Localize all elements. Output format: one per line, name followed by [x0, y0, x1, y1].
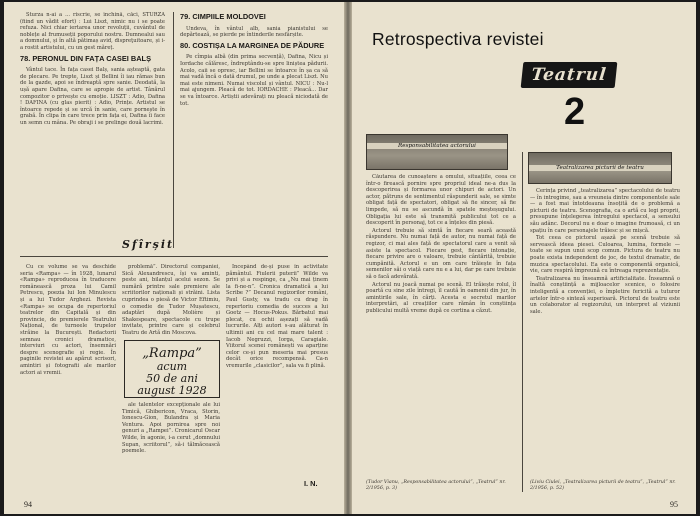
issue-number: 2: [564, 91, 586, 133]
box-line-rampa: „Rampa”: [142, 346, 202, 361]
box-line-years: 50 de ani: [146, 372, 198, 385]
photo-1-caption: Responsabilitatea actorului: [367, 143, 507, 149]
bottom-column-2-lower: [122, 402, 220, 496]
article-1-column: [366, 174, 516, 474]
article-1-paragraph-3: Actorul nu joacă numai pe scenă. El trăiește rolul, îl poartă cu sine zile întregi, îl caută în oamenii din jur, în amintirile sale, în cărți. Acesta e secretul marilor interpretări, al creațiilor care rămân în conștiința publicului multă vreme după ce cortina a căzut.: [366, 281, 516, 314]
rampa-text-4: Începând de-și puse în activitate pământul. Fiulerii puterii” Wilde va privi și a respinge, ca „Nu mai ținem la fi-ne-n”. Cronica dramatică a lui Scribe ?” Decanul regizorilor români, Paul Gusty, va tradu cu drag în repertoriu comedia de succes a lui Goetz — Hocus-Pokus. Bărbatul mai plecat, cu ochii așezați să vadă lucrurile. Alți autori s-au alăturat în ultimii ani cu cel mai mare talent : Iacob Negruzzi, Iorga, Caragiale. Viitorul scenei românești va aparține celor ce-și pun meseria mai presus decât orice recompensă. Ca-n vremurile „clasicilor”, sala va fi plină.: [226, 264, 328, 369]
article-2-paragraph-1: Cerința privind „teatralizarea” spectacolului de teatru — în intregime, sau a vreuneia dintre componentele sale — a fost mai întotdeauna însoțită de o problemă a picturii de teatru. Scenografia, ca o artă cu legi proprii, presupune înțelegerea întregului spectacol, a sensului său adânc. Decorul nu e doar o imagine frumoasă, ci un spațiu în care personajele trăiesc și se mișcă.: [530, 188, 680, 234]
page-gutter: [344, 2, 352, 514]
box-line-date: august 1928: [137, 384, 207, 397]
column-divider: [173, 12, 174, 248]
article-1-paragraph-1: Căutarea de cunoaștere a omului, situațiile, ceea ce într-o firească pornire spre propriul ideal ne-a dus la descoperirea și formarea unor chipuri de actori. Un actor, pătruns de sentimentul răspunderii sale, se simte obligat față de spectatori, obligat să fie sincer, să fie limpede, să nu se ascundă în spatele meșteșugului. Obligația lui este să transmită publicului tot ce a descoperit în personaj, tot ce a înțeles din piesă.: [366, 174, 516, 227]
article-clipping-photo-2: [528, 152, 672, 184]
rampa-text-2: problemă”. Directorul companiei, Sică Alexandrescu, își va aminti, peste ani, bilanțul acelui sezon. Se numără printre sale premiere ale scriitorilor naționali și străini. Lista cuprindea o piesă de Victor Eftimiu, o comedie de Tudor Mușatescu, adaptări după Molière și Shakespeare, spectacole cu trupe invitate, printre care și celebrul Teatru de Artă din Moscova.: [122, 264, 220, 336]
bottom-column-1: [20, 264, 116, 496]
article-2-paragraph-2: Tot ceea ce pictorul așază pe scenă trebuie să servească ideea piesei. Culoarea, lumina, formele — toate se supun unui scop comun. Pictura de teatru nu poate exista independent de joc, de textul dramatic, de muzica spectacolului. Ea este o componentă organică, vie, care respiră împreună cu întreaga reprezentație.: [530, 235, 680, 275]
rampa-text-3: ale talentelor excepționale ale lui Timică, Ghibericon, Vraca, Storin, Ionescu-Gion, Bulandra și Maria Ventura. Apoi pornirea spre noi genuri a „Rampei”. Cronicarul Oscar Wilde, în agonie, i-a cerut „domnului Supan, scriitorul”, să-i tălmăcească poemele.: [122, 402, 220, 455]
magazine-spread: [4, 2, 696, 514]
intro-text: Sturza n-ai a ... riscrie, se închină, căci, STURZA (fiind un vădit efort) : Lui Liszt, nimic nu i se poate refuza. Nici chiar iertarea unor revoluții, cuvântul de noblețe al frumuseții poporului nostru. Dumnealui sau a domnului, și în altă pătimaș avid, dispreţuitoare, și i-a rostit artistului, cu un gest măreț.: [20, 12, 165, 51]
right-page: [352, 2, 696, 514]
article-2-column: [530, 188, 680, 474]
author-initials: I. N.: [304, 479, 318, 488]
photo-2-caption: Teatralizarea picturii de teatru: [529, 165, 671, 171]
rampa-anniversary-box: [124, 340, 220, 398]
bottom-column-2-top: [122, 264, 220, 336]
scene-78-text: Vântul tace. În fața casei Balș, sania așteaptă, gata de plecare. Pe trepte, Liszt și Bellini îi iau rămas bun de la gazde, apoi se îndreaptă spre sanie. Deodată, la ușă apare Dafina, care se apropie de artist. Tânărul compozitor o privește cu emoție. LISZT : Adio, Dafina ! DAFINA (cu glas pierit) : Adio, Prințe. Artistul se întoarce repede și se urcă în sanie, care pornește în grabă. În clipa în care trece prin fața ei, Dafina îi face un semn cu mâna. Pe obraji i se prelinge două lacrimi.: [20, 67, 165, 126]
left-column-top: [20, 12, 165, 248]
scene-80-text: Pe cîmpia albă (din prima secvență), Dafina, Nicu și Iordache călăresc, îndreptându-se spre liniștea pădurii. Acolo, caii se opresc, iar Bellini se întoarce în șa ca să mai vadă încă o dată drumul, pe unde a plecat Liszt. Nu mai este nimeni. Numai viscolul și vântul. NICU : Nu-l mai ajungem. Pleacă de tot. IORDACHE : Pleacă... Dar se va întoarce. Artiștii adevărați nu pleacă niciodată de tot.: [180, 54, 328, 107]
article-clipping-photo-1: [366, 134, 508, 170]
left-page: [4, 2, 344, 514]
rampa-text-1: Cu ce volume se va deschide seria «Rampa» — în 1928, lunarul «Rampa» reproducea în traducere românească proza lui Camil Petrescu, poezia lui Ion Minulescu și a lui Tudor Arghezi. Revista «Rampa» se ocupa de repertoriul teatrelor din Capitală și din provincie, de premierele Teatrului Național, de turneele trupelor străine la București. Redactorii semnau cronici dramatice, interviuri cu actori, însemnări despre scenografie și regie. În paginile revistei au apărut scrisori, amintiri și fotografii ale marilor actori ai vremii.: [20, 264, 116, 376]
page-title: Retrospectiva revistei: [372, 29, 544, 49]
scene-79-heading: 79. CIMPIILE MOLDOVEI: [180, 12, 266, 21]
bottom-column-3: [226, 264, 328, 496]
scene-79-text: Undeva, în vântul alb, sania pianistului se depărtează, se pierde pe întinderile nesfârșite.: [180, 25, 328, 39]
scene-78-heading: 78. PERONUL DIN FAȚA CASEI BALȘ: [20, 53, 151, 63]
right-column-top: [180, 10, 328, 250]
column-divider-right: [522, 152, 523, 492]
article-2-paragraph-3: Teatralizarea nu înseamnă artificialitate. Înseamnă o înaltă conștiință a mijloacelor scenice, o folosire inteligentă a convenției, o împletire fericită a tuturor artelor într-o sinteză superioară. Pictorul de teatru este un colaborator al regizorului, un interpret al viziunii sale.: [530, 275, 680, 315]
article-2-source: (Liviu Ciulei, „Teatralizarea picturii de teatru”, „Teatrul” nr. 2/1956, p. 52): [530, 480, 676, 491]
scene-80-heading: 80. COSTIȘA LA MARGINEA DE PĂDURE: [180, 40, 325, 50]
box-line-acum: acum: [156, 360, 188, 373]
teatrul-logo: Teatrul: [521, 62, 618, 88]
article-1-paragraph-2: Actorul trebuie să simtă în fiecare seară această răspundere. Nu numai față de autor, nu numai față de regizor, ci mai ales față de spectatorul care a venit să asiste la spectacol. Fiecare gest, fiecare intonație, fiecare privire are o valoare, trebuie cântărită, trebuie cumpănită. Actorul e un om care trăiește în fața semenilor săi o viață care nu e a lui, dar pe care trebuie să o facă adevărată.: [366, 227, 516, 280]
page-number-left: 94: [24, 500, 32, 509]
section-divider: [20, 256, 328, 257]
end-marker: Sfîrșit: [122, 238, 175, 251]
article-1-source: (Tudor Vianu, „Responsabilitatea actorului”, „Teatrul” nr. 2/1956, p. 3): [366, 480, 506, 491]
page-number-right: 95: [670, 500, 678, 509]
